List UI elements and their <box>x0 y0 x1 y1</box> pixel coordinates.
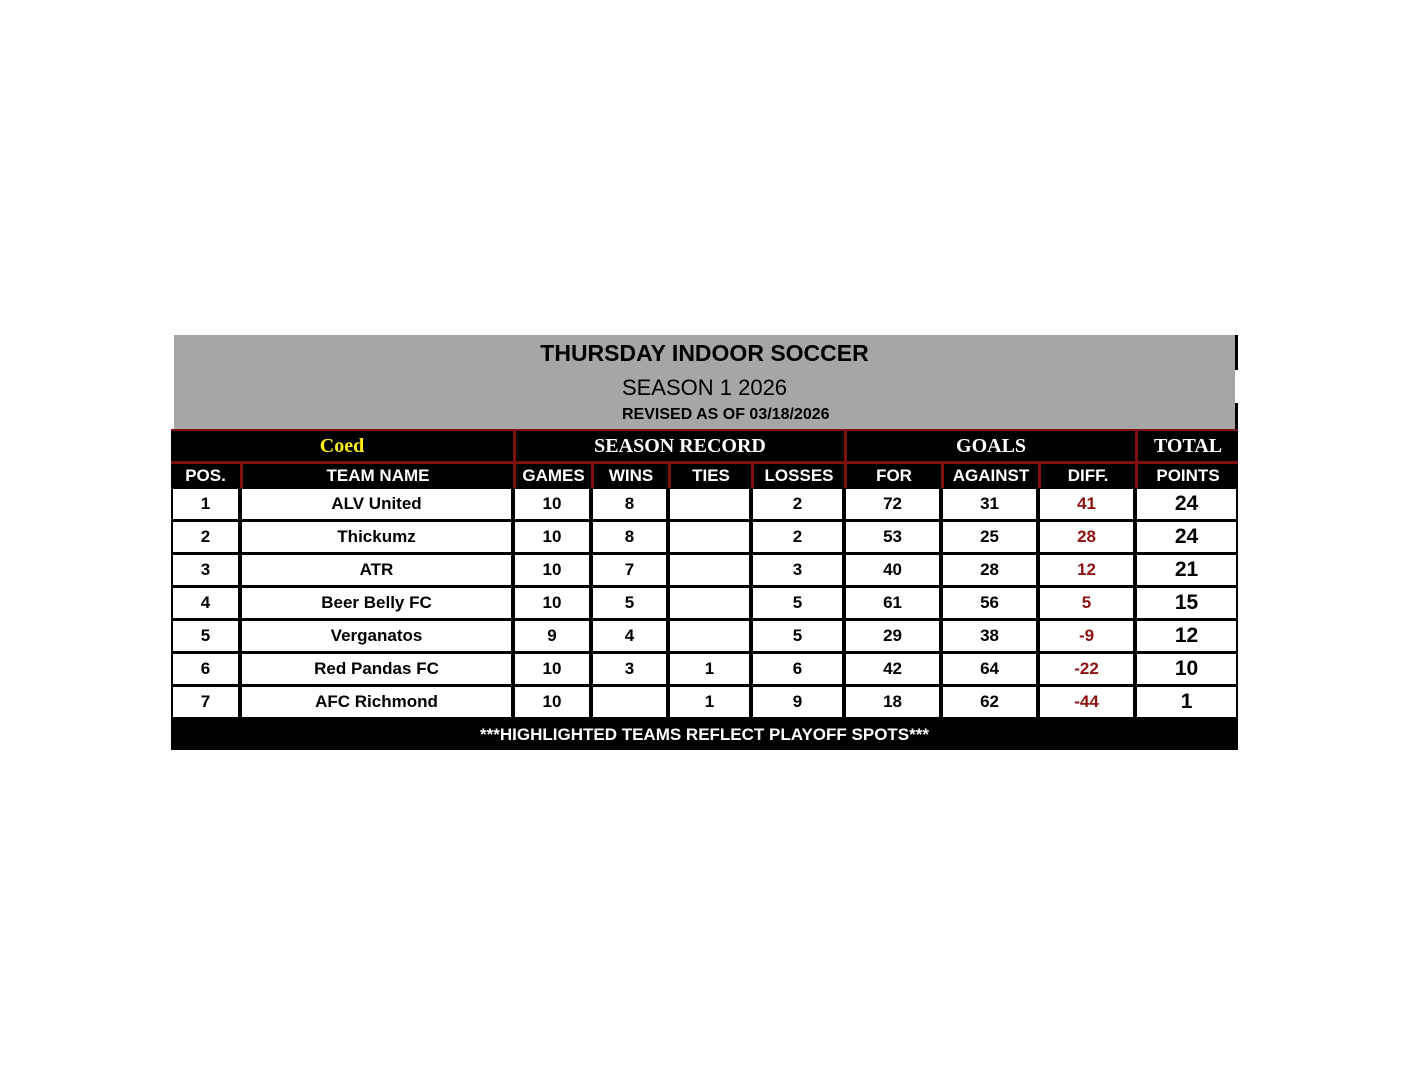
table-row <box>171 686 1238 719</box>
col-for: FOR <box>844 464 941 488</box>
cell-for: 42 <box>844 653 941 686</box>
cell-diff: 28 <box>1038 521 1135 554</box>
cell-diff: 12 <box>1038 554 1135 587</box>
table-row <box>171 488 1238 521</box>
cell-team: Thickumz <box>240 521 513 554</box>
col-points: POINTS <box>1135 464 1238 488</box>
cell-games: 10 <box>513 686 591 719</box>
cell-games: 10 <box>513 488 591 521</box>
cell-losses: 3 <box>751 554 844 587</box>
cell-games: 9 <box>513 620 591 653</box>
cell-points: 24 <box>1135 521 1238 554</box>
cell-pos: 3 <box>171 554 240 587</box>
col-wins: WINS <box>591 464 668 488</box>
cell-points: 10 <box>1135 653 1238 686</box>
table-row <box>171 521 1238 554</box>
cell-ties <box>668 521 751 554</box>
playoff-note: ***HIGHLIGHTED TEAMS REFLECT PLAYOFF SPOTS*** <box>171 719 1238 750</box>
cell-games: 10 <box>513 587 591 620</box>
col-ties: TIES <box>668 464 751 488</box>
season-record-group: SEASON RECORD <box>513 429 844 464</box>
table-row <box>171 554 1238 587</box>
cell-diff: -22 <box>1038 653 1135 686</box>
cell-team: Beer Belly FC <box>240 587 513 620</box>
cell-points: 15 <box>1135 587 1238 620</box>
cell-against: 62 <box>941 686 1038 719</box>
cell-games: 10 <box>513 653 591 686</box>
col-losses: LOSSES <box>751 464 844 488</box>
cell-wins: 8 <box>591 521 668 554</box>
cell-for: 29 <box>844 620 941 653</box>
cell-wins: 4 <box>591 620 668 653</box>
cell-wins: 5 <box>591 587 668 620</box>
cell-points: 21 <box>1135 554 1238 587</box>
table-row <box>171 620 1238 653</box>
cell-pos: 4 <box>171 587 240 620</box>
cell-against: 64 <box>941 653 1038 686</box>
table-row <box>171 653 1238 686</box>
cell-for: 40 <box>844 554 941 587</box>
cell-losses: 6 <box>751 653 844 686</box>
cell-against: 25 <box>941 521 1038 554</box>
col-diff: DIFF. <box>1038 464 1135 488</box>
cell-points: 1 <box>1135 686 1238 719</box>
goals-group: GOALS <box>844 429 1135 464</box>
cell-wins: 3 <box>591 653 668 686</box>
cell-losses: 9 <box>751 686 844 719</box>
banner-edge-top <box>1235 335 1238 370</box>
cell-ties <box>668 620 751 653</box>
col-pos: POS. <box>171 464 240 488</box>
cell-pos: 2 <box>171 521 240 554</box>
total-group: TOTAL <box>1135 429 1238 464</box>
cell-ties <box>668 554 751 587</box>
standings-sheet <box>171 335 1238 750</box>
cell-losses: 5 <box>751 620 844 653</box>
col-against: AGAINST <box>941 464 1038 488</box>
cell-diff: 5 <box>1038 587 1135 620</box>
cell-wins <box>591 686 668 719</box>
column-header-row <box>171 464 1238 488</box>
standings-table <box>171 429 1238 750</box>
cell-wins: 8 <box>591 488 668 521</box>
cell-games: 10 <box>513 554 591 587</box>
cell-against: 31 <box>941 488 1038 521</box>
cell-pos: 6 <box>171 653 240 686</box>
cell-against: 38 <box>941 620 1038 653</box>
table-row <box>171 587 1238 620</box>
title-banner <box>174 335 1235 429</box>
cell-for: 72 <box>844 488 941 521</box>
cell-team: ALV United <box>240 488 513 521</box>
cell-for: 61 <box>844 587 941 620</box>
cell-diff: -9 <box>1038 620 1135 653</box>
cell-wins: 7 <box>591 554 668 587</box>
cell-for: 53 <box>844 521 941 554</box>
cell-pos: 5 <box>171 620 240 653</box>
banner-edge-bottom <box>1235 403 1238 429</box>
cell-team: Verganatos <box>240 620 513 653</box>
page-title: THURSDAY INDOOR SOCCER <box>540 340 869 366</box>
cell-points: 24 <box>1135 488 1238 521</box>
cell-games: 10 <box>513 521 591 554</box>
cell-team: AFC Richmond <box>240 686 513 719</box>
cell-losses: 2 <box>751 521 844 554</box>
cell-points: 12 <box>1135 620 1238 653</box>
cell-losses: 5 <box>751 587 844 620</box>
cell-team: ATR <box>240 554 513 587</box>
standings-rows <box>171 488 1238 719</box>
cell-ties: 1 <box>668 653 751 686</box>
cell-ties <box>668 488 751 521</box>
cell-diff: -44 <box>1038 686 1135 719</box>
cell-team: Red Pandas FC <box>240 653 513 686</box>
season-label: SEASON 1 2026 <box>621 375 788 400</box>
cell-pos: 7 <box>171 686 240 719</box>
col-team-name: TEAM NAME <box>240 464 513 488</box>
revised-date: REVISED AS OF 03/18/2026 <box>622 406 830 423</box>
col-games: GAMES <box>513 464 591 488</box>
cell-for: 18 <box>844 686 941 719</box>
cell-against: 28 <box>941 554 1038 587</box>
cell-ties <box>668 587 751 620</box>
group-header-row <box>171 429 1238 464</box>
cell-losses: 2 <box>751 488 844 521</box>
cell-diff: 41 <box>1038 488 1135 521</box>
cell-against: 56 <box>941 587 1038 620</box>
cell-ties: 1 <box>668 686 751 719</box>
cell-pos: 1 <box>171 488 240 521</box>
division-label: Coed <box>171 429 513 464</box>
